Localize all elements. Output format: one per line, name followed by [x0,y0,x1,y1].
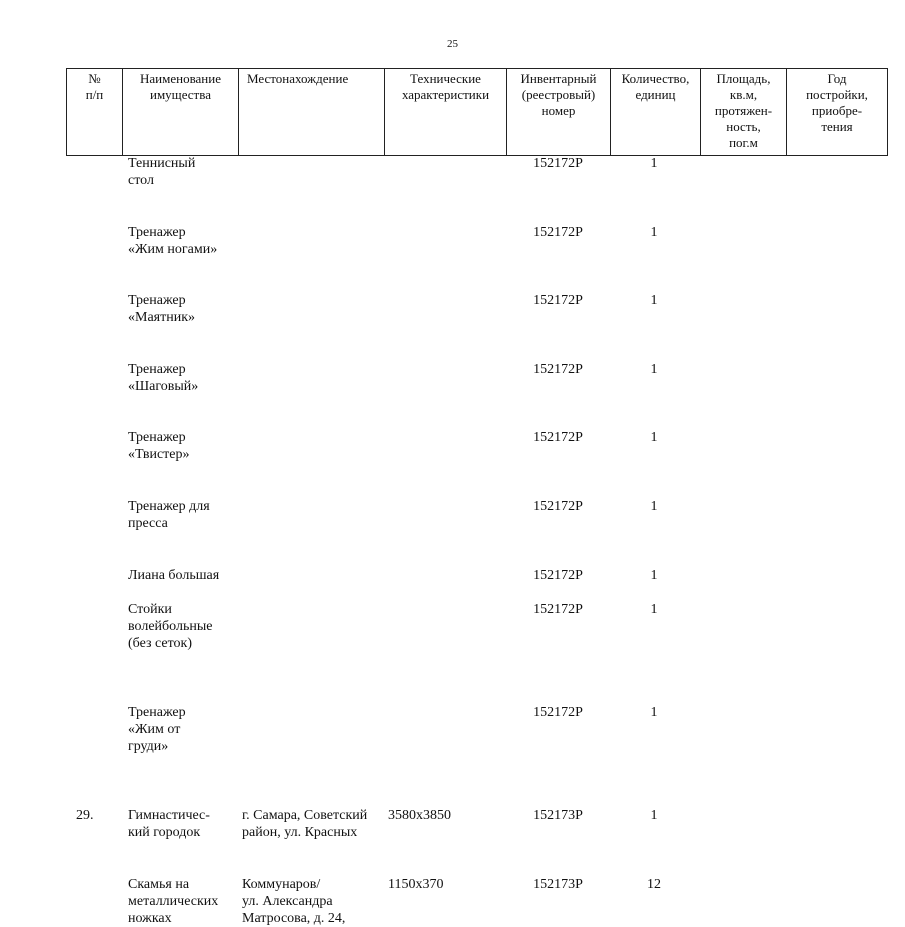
header-name: Наименование имущества [123,69,239,156]
header-num: № п/п [67,69,123,156]
cell-quantity: 1 [650,499,658,514]
cell-num: 29. [76,808,94,823]
cell-name: Скамья на металлических ножках [128,877,219,926]
table-header [66,68,888,156]
cell-name: Тренажер для пресса [128,499,210,531]
cell-inventory: 152173Р [533,877,583,892]
header-tech: Технические характеристики [385,69,507,156]
table-row [66,498,887,532]
table-row [66,567,887,584]
cell-name: Тренажер «Шаговый» [128,362,199,394]
cell-name: Тренажер «Маятник» [128,293,196,325]
cell-name: Гимнастичес- кий городок [128,808,210,840]
cell-name: Стойки волейбольные (без сеток) [128,602,213,651]
cell-quantity: 1 [650,705,658,720]
cell-name: Тренажер «Жим ногами» [128,225,218,257]
cell-tech: 3580х3850 [388,808,451,823]
cell-inventory: 152172Р [533,705,583,720]
cell-quantity: 1 [650,293,658,308]
cell-inventory: 152172Р [533,430,583,445]
cell-inventory: 152172Р [533,293,583,308]
table-row [66,429,887,463]
cell-quantity: 1 [650,568,658,583]
cell-quantity: 1 [650,808,658,823]
header-inventory: Инвентарный (реестровый) номер [507,69,611,156]
cell-inventory: 152172Р [533,156,583,171]
table-row [66,292,887,326]
table-row [66,876,887,927]
cell-name: Тренажер «Жим от груди» [128,705,186,754]
cell-inventory: 152172Р [533,568,583,583]
page-number: 25 [447,38,458,50]
table-row [66,361,887,395]
cell-quantity: 1 [650,156,658,171]
cell-quantity: 1 [650,225,658,240]
cell-inventory: 152172Р [533,602,583,617]
table-row [66,601,887,652]
header-area: Площадь, кв.м, протяжен- ность, пог.м [701,69,787,156]
cell-inventory: 152172Р [533,225,583,240]
cell-location: Коммунаров/ ул. Александра Матросова, д. 24, [242,877,346,926]
header-quantity: Количество, единиц [611,69,701,156]
table-body [66,155,887,926]
cell-location: г. Самара, Советский район, ул. Красных [242,808,368,840]
cell-name: Лиана большая [128,568,220,583]
table-row [66,224,887,258]
cell-inventory: 152172Р [533,499,583,514]
cell-quantity: 12 [647,877,661,892]
table-row [66,807,887,841]
table-row [66,155,887,189]
cell-quantity: 1 [650,430,658,445]
cell-inventory: 152172Р [533,362,583,377]
cell-name: Теннисный стол [128,156,196,188]
cell-tech: 1150х370 [388,877,444,892]
cell-quantity: 1 [650,602,658,617]
cell-inventory: 152173Р [533,808,583,823]
cell-name: Тренажер «Твистер» [128,430,190,462]
cell-quantity: 1 [650,362,658,377]
header-location: Местонахождение [239,69,385,156]
table-row [66,704,887,755]
header-year: Год постройки, приобре- тения [787,69,888,156]
